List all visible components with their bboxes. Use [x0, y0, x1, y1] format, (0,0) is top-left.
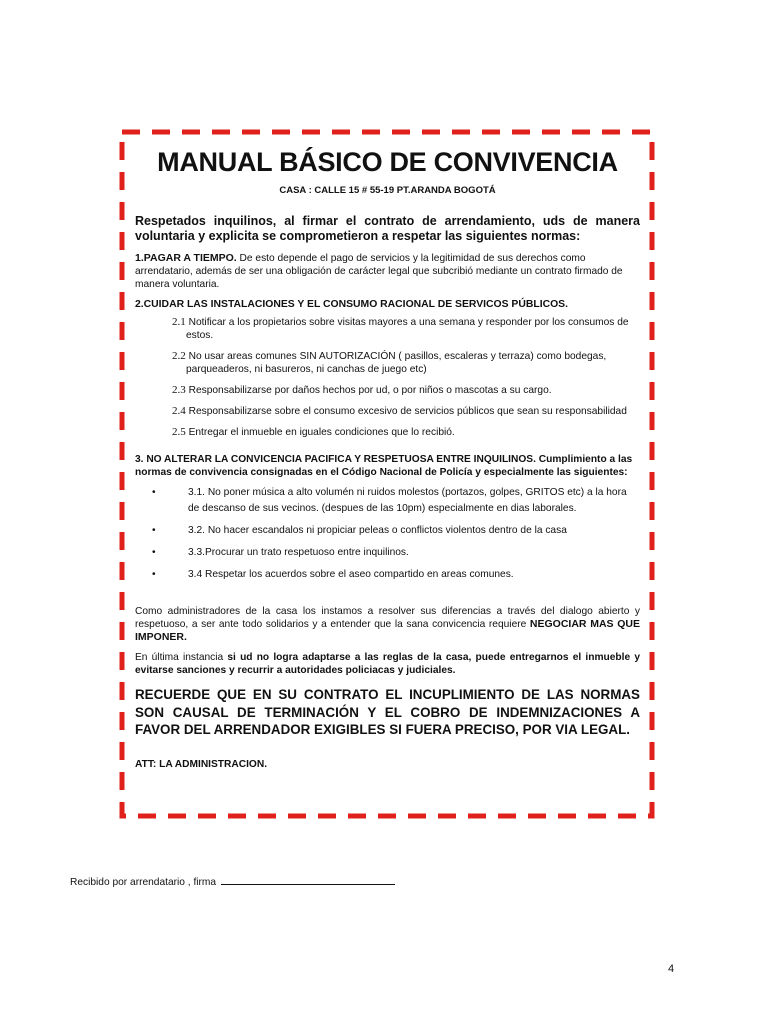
section-3-heading: 3. NO ALTERAR LA CONVICENCIA PACIFICA Y RESPETUOSA ENTRE INQUILINOS. Cumplimiento a las normas de convivencia consignadas en el Código Nacional de Policía y especialmente las siguientes: — [135, 454, 633, 478]
list-item: 2.1 Notificar a los propietarios sobre visitas mayores a una semana y responder por los consumos de estos. — [172, 316, 629, 341]
signature-blank[interactable] — [221, 874, 395, 885]
intro-paragraph: Respetados inquilinos, al firmar el contrato de arrendamiento, uds de manera voluntaria y explicita se comprometieron a respetar las siguientes normas: — [135, 214, 640, 243]
section-2-list — [172, 316, 640, 439]
list-item: 2.2 No usar areas comunes SIN AUTORIZACIÓN ( pasillos, escaleras y terraza) como bodegas, parqueaderos, ni basureros, ni canchas de juego etc) — [172, 350, 607, 375]
manual-content — [135, 145, 640, 770]
last-instance-emphasis: si ud no logra adaptarse a las reglas de la casa, puede entregarnos el inmueble y evitarse sanciones y recurrir a autoridades policiacas y judiciales. — [135, 652, 640, 676]
section-2-heading: 2.CUIDAR LAS INSTALACIONES Y EL CONSUMO RACIONAL DE SERVICOS PÚBLICOS. — [135, 299, 568, 310]
section-1-heading: 1.PAGAR A TIEMPO. — [135, 252, 237, 264]
page-number: 4 — [668, 963, 675, 975]
list-item: • 3.4 Respetar los acuerdos sobre el aseo compartido en areas comunes. — [152, 567, 640, 583]
list-item: • 3.2. No hacer escandalos ni propiciar peleas o conflictos violentos dentro de la casa — [152, 523, 640, 539]
closing-paragraph: Como administradores de la casa los instamos a resolver sus diferencias a través del dialogo abierto y respetuoso, a ser ante todo solidarios y a entender que la sana convicencia requiere NEGOCIAR MAS QUE IMPONER. — [135, 606, 640, 643]
section-1 — [135, 252, 640, 291]
address-line: CASA : CALLE 15 # 55-19 PT.ARANDA BOGOTÁ — [279, 185, 496, 196]
document-title: MANUAL BÁSICO DE CONVIVENCIA — [157, 147, 618, 177]
list-item: 2.3 Responsabilizarse por daños hechos por ud, o por niños o mascotas a su cargo. — [172, 384, 552, 396]
tenant-signature-line — [70, 874, 395, 888]
list-item: 2.4 Responsabilizarse sobre el consumo excesivo de servicios públicos que sean su responsabilidad — [172, 405, 627, 417]
list-item: 2.5 Entregar el inmueble en iguales condiciones que lo recibió. — [172, 426, 455, 438]
section-3-list — [152, 485, 640, 583]
signoff: ATT: LA ADMINISTRACION. — [135, 758, 268, 770]
closing-emphasis: NEGOCIAR MAS QUE IMPONER. — [135, 618, 640, 643]
last-instance-paragraph: En última instancia si ud no logra adaptarse a las reglas de la casa, puede entregarnos el inmueble y evitarse sanciones y recurrir a autoridades policiacas y judiciales. — [135, 652, 640, 676]
list-item: • 3.3.Procurar un trato respetuoso entre inquilinos. — [152, 545, 640, 561]
section-1-text: De esto depende el pago de servicios y la legitimidad de sus derechos como arrendatario, además de ser una obligación de carácter legal que subcribió mediante un contrato firmado de manera voluntaria. — [135, 253, 623, 290]
list-item: • 3.1. No poner música a alto volumén ni ruidos molestos (portazos, golpes, GRITOS etc) a la hora de descanso de sus vecinos. (despues de las 10pm) especialmente en dias laborales. — [152, 485, 640, 517]
signature-label: Recibido por arrendatario , firma — [70, 877, 217, 888]
legal-warning: RECUERDE QUE EN SU CONTRATO EL INCUPLIMIENTO DE LAS NORMAS SON CAUSAL DE TERMINACIÓN Y EL COBRO DE INDEMNIZACIONES A FAVOR DEL ARRENDADOR EXIGIBLES SI FUERA PRECISO, POR VIA LEGAL. — [135, 687, 640, 737]
